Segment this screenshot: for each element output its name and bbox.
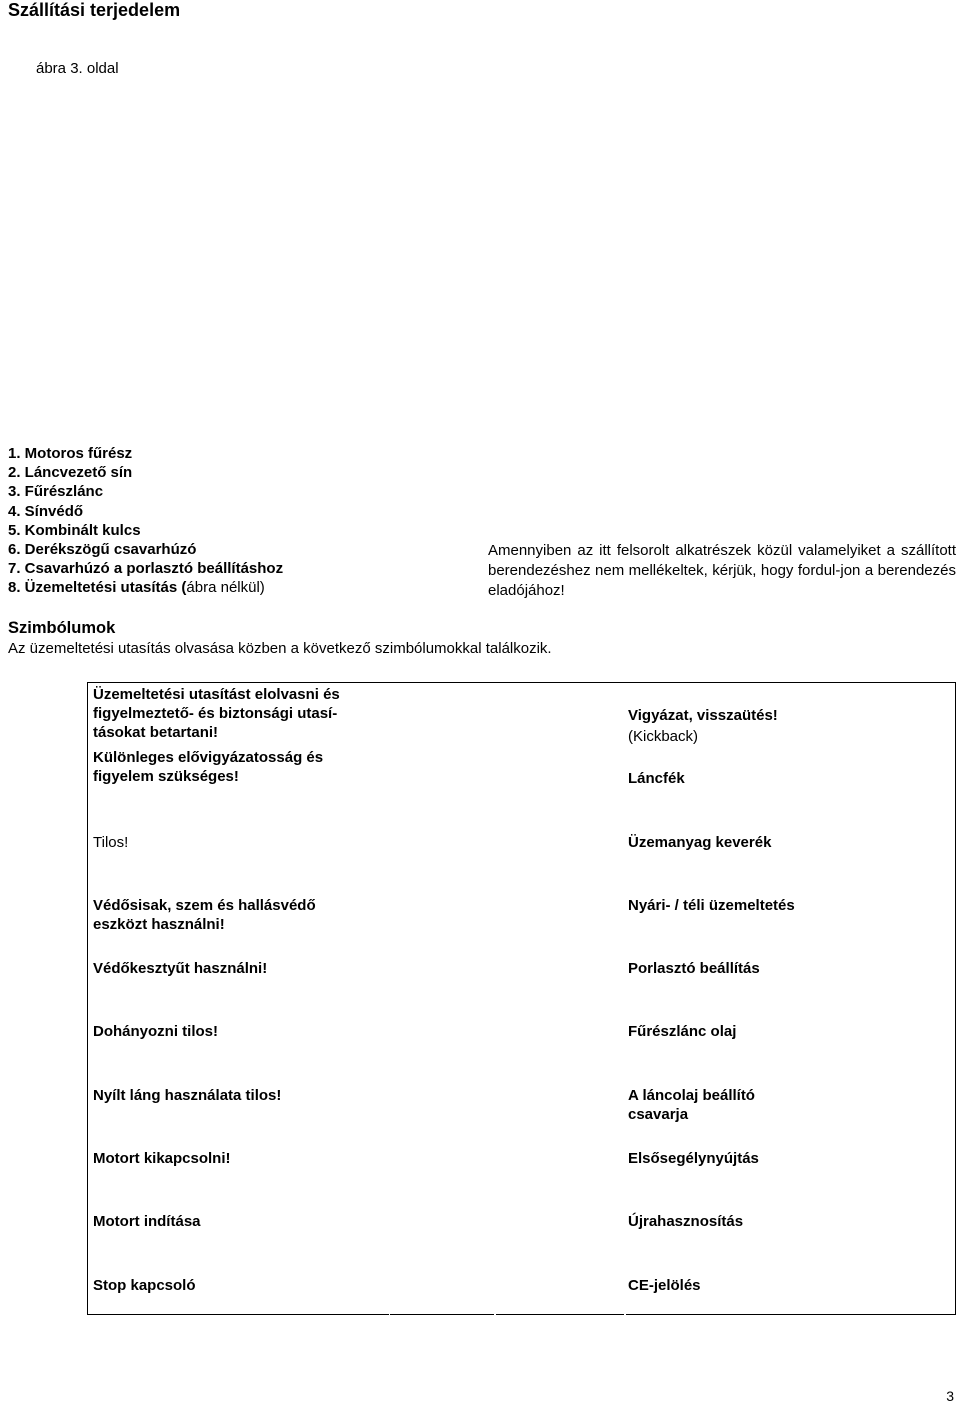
symbol-stop-switch: Stop kapcsoló: [93, 1277, 196, 1294]
symbol-engine-off: Motort kikapcsolni!: [93, 1150, 231, 1167]
missing-parts-note: Amennyiben az itt felsorolt alkatrészek közül valamelyiket a szállított berendezéshez nem mellékeltek, kérjük, hogy fordul-jon a berendezés eladójához!: [488, 542, 956, 599]
symbol-gloves: Védőkesztyűt használni!: [93, 960, 268, 977]
list-item: 7. Csavarhúzó a porlasztó beállításhoz: [8, 560, 284, 578]
table-divider: [390, 1314, 494, 1315]
symbol-fuel-mix: Üzemanyag keverék: [628, 834, 772, 851]
symbol-chain-brake: Láncfék: [628, 770, 685, 787]
symbol-caution: Különleges elővigyázatosság és figyelem szükséges!: [93, 749, 324, 785]
list-item-suffix: ábra nélkül): [186, 579, 265, 597]
page-number: 3: [946, 1388, 954, 1404]
symbol-helmet: Védősisak, szem és hallásvédő eszközt használni!: [93, 897, 316, 933]
list-item: 4. Sínvédő: [8, 502, 84, 520]
symbol-ce-mark: CE-jelölés: [628, 1277, 701, 1294]
list-item-label: 8. Üzemeltetési utasítás (: [8, 579, 187, 597]
symbol-chain-oil: Fűrészlánc olaj: [628, 1023, 737, 1040]
page-title: Szállítási terjedelem: [8, 0, 181, 20]
list-item: [8, 578, 283, 597]
figure-reference: ábra 3. oldal: [36, 60, 119, 77]
list-item: 2. Láncvezető sín: [8, 464, 133, 482]
symbol-no-flame: Nyílt láng használata tilos!: [93, 1087, 282, 1104]
symbols-intro: Az üzemeltetési utasítás olvasása közben a következő szimbólumokkal találkozik.: [8, 640, 552, 657]
table-divider: [626, 1314, 956, 1315]
symbol-oil-screw: A láncolaj beállító csavarja: [628, 1087, 755, 1123]
symbol-kickback-sub: (Kickback): [628, 728, 699, 745]
symbol-recycling: Újrahasznosítás: [628, 1213, 744, 1230]
symbol-no-smoking: Dohányozni tilos!: [93, 1023, 218, 1040]
table-divider: [496, 1314, 624, 1315]
symbol-prohibited: Tilos!: [93, 834, 129, 851]
symbol-summer-winter: Nyári- / téli üzemeltetés: [628, 897, 795, 914]
list-item: 3. Fűrészlánc: [8, 483, 104, 501]
list-item: 5. Kombinált kulcs: [8, 521, 141, 539]
symbol-engine-start: Motort indítása: [93, 1213, 201, 1230]
list-item: 6. Derékszögű csavarhúzó: [8, 541, 197, 559]
parts-list: [8, 444, 283, 598]
list-item: 1. Motoros fűrész: [8, 445, 133, 462]
symbols-heading: Szimbólumok: [8, 619, 116, 637]
symbol-read-manual: Üzemeltetési utasítást elolvasni és figyelmeztető- és biztonsági utasí-tásokat betartani!: [93, 686, 340, 741]
table-divider: [87, 1314, 389, 1315]
symbol-first-aid: Elsősegélynyújtás: [628, 1150, 759, 1167]
symbol-kickback: Vigyázat, visszaütés!: [628, 707, 778, 724]
symbol-carb-adjust: Porlasztó beállítás: [628, 960, 760, 977]
